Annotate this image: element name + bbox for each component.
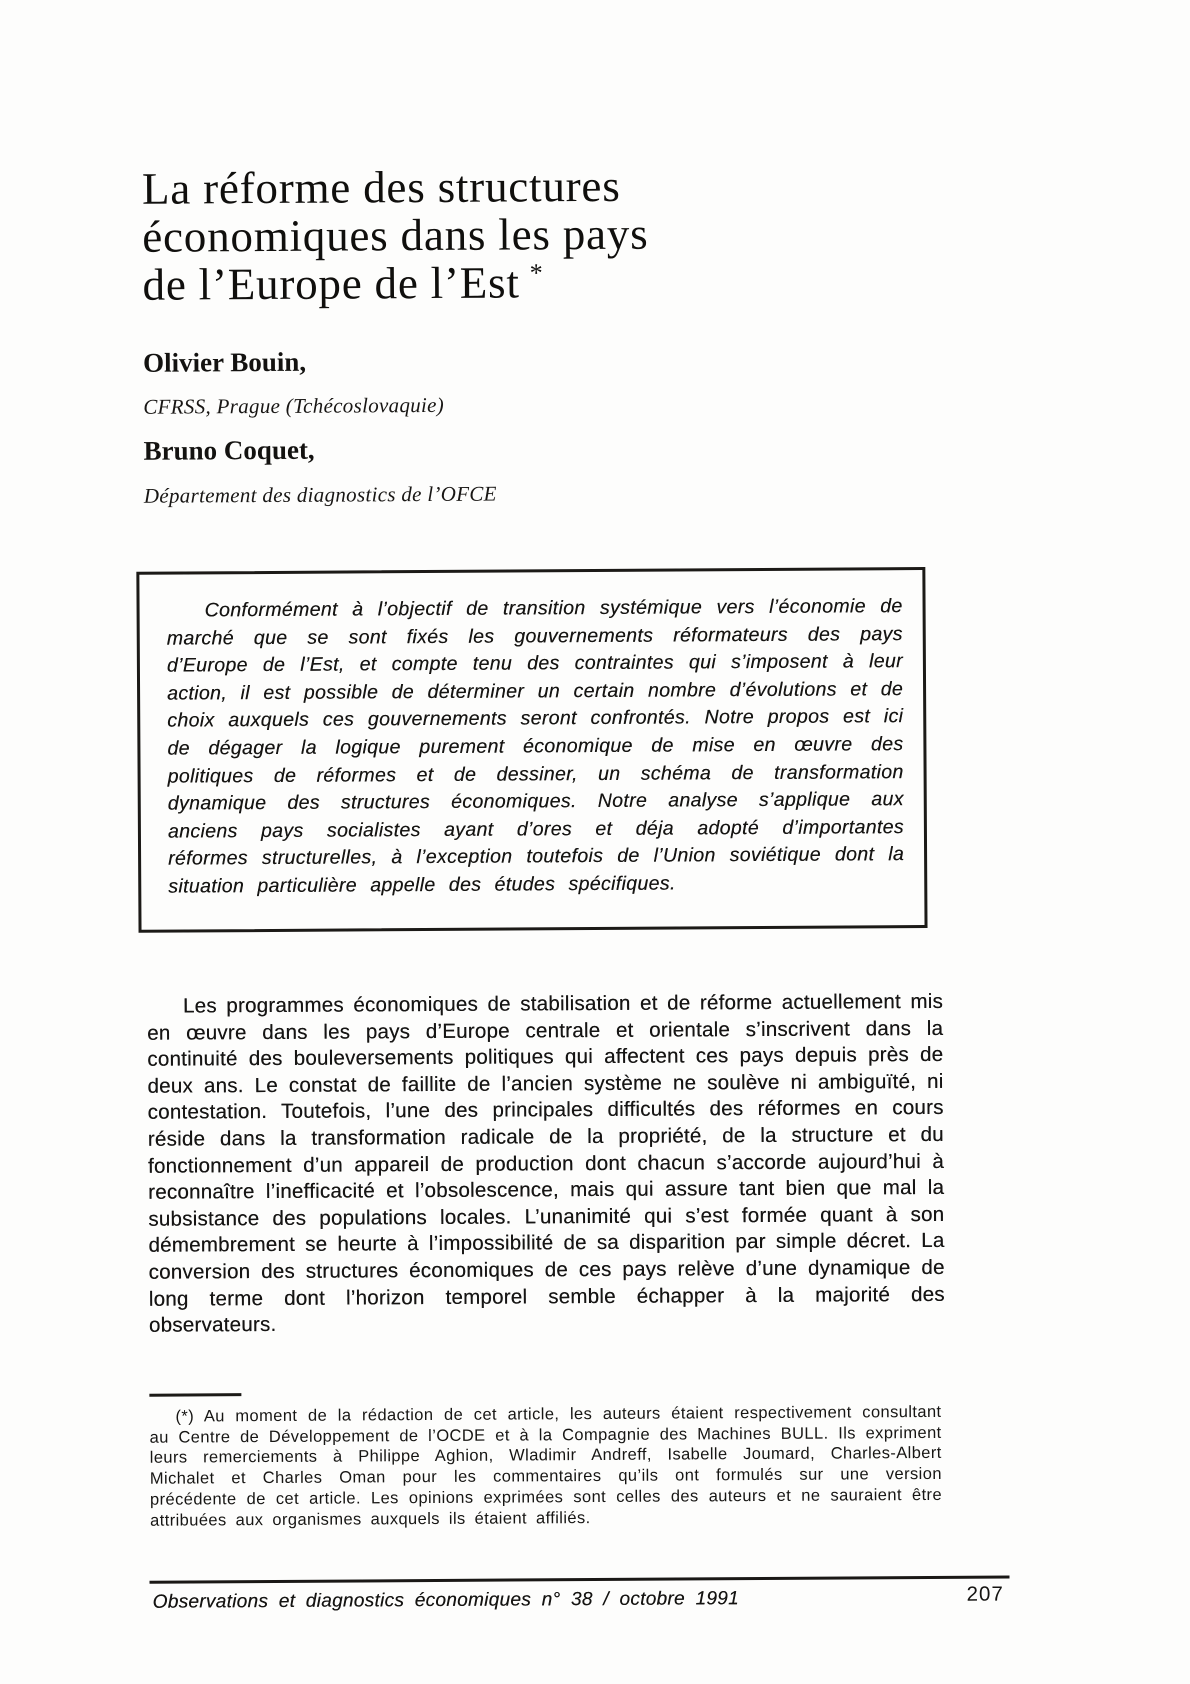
- body-paragraph: Les programmes économiques de stabilisation et de réforme actuellement mis en œuvre dans les pays d’Europe centrale et orientale s’inscrivent dans la continuité des bouleversements politiques qui affectent ces pays depuis près de deux ans. Le constat de faillite de l’ancien système ne soulève ni ambiguïté, ni contestation. Toutefois, l’une des principales difficultés des réformes en cours réside dans la transformation radicale de la propriété, de la structure et du fonctionnement d’un appareil de production dont chacun s’accorde aujourd’hui à reconnaître l’inefficacité et l’obsolescence, mais qui assure tant bien que mal la subsistance des populations locales. L’unanimité qui s’est formée quant à son démembrement se heurte à l’impossibilité de sa disparition par simple décret. La conversion des structures économiques de ces pays relève d’une dynamique de long terme dont l’horizon temporel semble échapper à la majorité des observateurs.: [147, 989, 945, 1337]
- article-title-line-1: La réforme des structures: [141, 160, 621, 214]
- article-title-line-3: [142, 258, 648, 309]
- footnote-block: [149, 1389, 942, 1531]
- author-name-2: Bruno Coquet,: [143, 434, 315, 466]
- author-name-1: Olivier Bouin,: [142, 346, 307, 378]
- author-affiliation-2: Département des diagnostics de l’OFCE: [143, 481, 497, 508]
- page-number: 207: [966, 1582, 1004, 1606]
- title-footnote-asterisk: *: [529, 258, 544, 288]
- author-affiliation-1: CFRSS, Prague (Tchécoslovaquie): [143, 392, 445, 419]
- footnote-body: Au moment de la rédaction de cet article, les auteurs étaient respectivement consultant au Centre de Développement de l’OCDE et à la Compagnie des Machines BULL. Ils expriment leurs remerciements à Philippe Aghion, Wladimir Andreff, Isabelle Joumard, Charles-Albert Michalet et Charles Oman pour les commentaires qu’ils ont formulés sur une version précédente de cet article. Les opinions exprimées sont celles des auteurs et ne sauraient être attribuées aux organismes auxquels ils étaient affiliés.: [149, 1402, 943, 1530]
- abstract-text: Conformément à l’objectif de transition systémique vers l’économie de marché que se sont fixés les gouvernements réformateurs des pays d’Europe de l’Est, et compte tenu des contraintes qui s’imposent à leur action, il est possible de déterminer un certain nombre d’évolutions et de choix auxquels ces gouvernements seront confrontés. Notre propos est ici de dégager la logique purement économique de mise en œuvre des politiques de réformes et de dessiner, un schéma de transformation dynamique des structures économiques. Notre analyse s’applique aux anciens pays socialistes ayant d’ores et déja adopté d’importantes réformes structurelles, à l’exception toutefois de l’Union soviétique dont la situation particulière appelle des études spécifiques.: [166, 595, 905, 898]
- abstract-box: [136, 567, 927, 933]
- journal-citation: Observations et diagnostics économiques n° 38 / octobre 1991: [152, 1588, 740, 1613]
- footnote-separator-rule: [149, 1393, 241, 1397]
- footnote-marker: (*): [175, 1407, 195, 1426]
- footer-rule: [150, 1575, 1010, 1583]
- footnote-text: [149, 1402, 942, 1531]
- article-title-line-3-text: de l’Europe de l’Est: [142, 257, 520, 310]
- article-title-line-2: économiques dans les pays: [142, 208, 649, 262]
- article-title: [142, 162, 649, 309]
